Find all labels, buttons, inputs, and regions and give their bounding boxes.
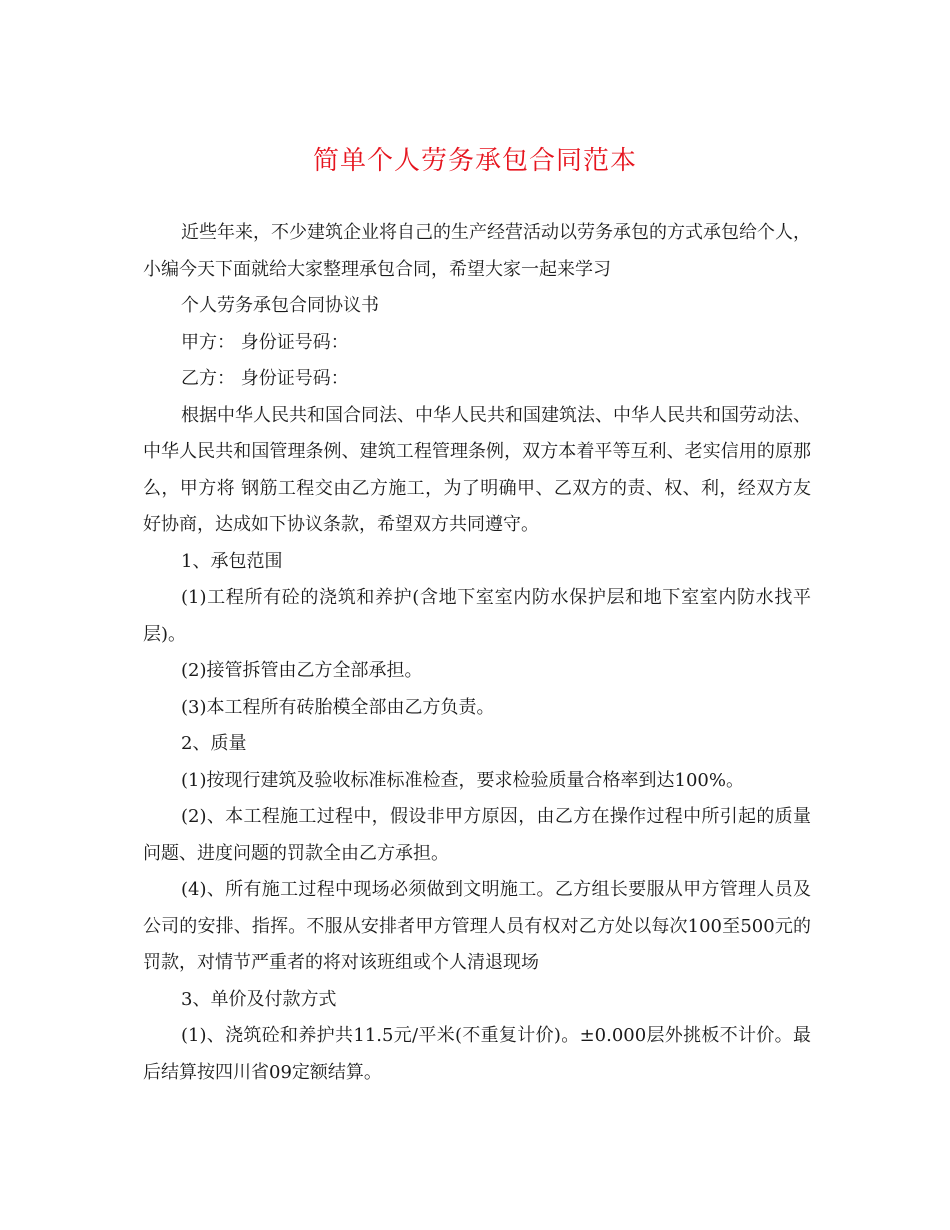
section-heading-scope: 1、承包范围 xyxy=(181,550,283,572)
paragraph-agreement-heading: 个人劳务承包合同协议书 xyxy=(181,295,379,316)
paragraph-quality-2: (2)、本工程施工过程中，假设非甲方原因，由乙方在操作过程中所引起的质量问题、进度问题的罚款全由乙方承担。 xyxy=(143,806,811,864)
paragraph-party-a: 甲方： 身份证号码： xyxy=(181,331,349,353)
section-heading-quality: 2、质量 xyxy=(181,733,247,754)
document-body xyxy=(143,215,811,1091)
paragraph-scope-3: (3)本工程所有砖胎模全部由乙方负责。 xyxy=(181,696,495,718)
paragraph-pricing-1: (1)、浇筑砼和养护共11.5元/平米(不重复计价)。±0.000层外挑板不计价。最后结算按四川省09定额结算。 xyxy=(143,1025,811,1083)
paragraph-party-b: 乙方： 身份证号码： xyxy=(181,368,349,389)
paragraph-quality-4: (4)、所有施工过程中现场必须做到文明施工。乙方组长要服从甲方管理人员及公司的安排、指挥。不服从安排者甲方管理人员有权对乙方处以每次100至500元的罚款，对情节严重者的将对该班组或个人清退现场 xyxy=(143,879,811,973)
paragraph-legal-basis: 根据中华人民共和国合同法、中华人民共和国建筑法、中华人民共和国劳动法、中华人民共和国管理条例、建筑工程管理条例，双方本着平等互利、老实信用的原那么，甲方将 钢筋工程交由乙方施工，为了明确甲、乙双方的责、权、利，经双方友好协商，达成如下协议条款，希望双方共同遵守。 xyxy=(143,404,811,535)
section-heading-pricing: 3、单价及付款方式 xyxy=(181,988,337,1010)
paragraph-intro: 近些年来，不少建筑企业将自己的生产经营活动以劳务承包的方式承包给个人，小编今天下面就给大家整理承包合同，希望大家一起来学习 xyxy=(143,222,811,280)
document-title: 简单个人劳务承包合同范本 xyxy=(312,146,637,176)
paragraph-scope-1: (1)工程所有砼的浇筑和养护(含地下室室内防水保护层和地下室室内防水找平层)。 xyxy=(143,587,811,645)
paragraph-scope-2: (2)接管拆管由乙方全部承担。 xyxy=(181,660,423,681)
paragraph-quality-1: (1)按现行建筑及验收标准标准检查，要求检验质量合格率到达100%。 xyxy=(181,769,744,791)
